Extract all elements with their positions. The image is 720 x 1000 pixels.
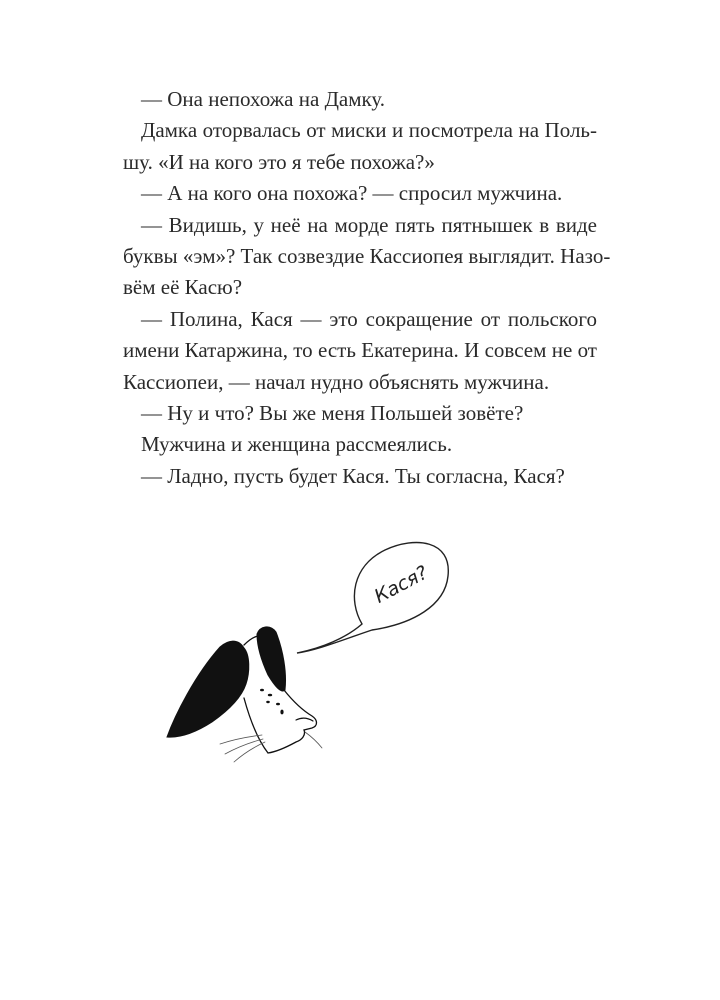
text-line: — Она непохожа на Дамку. — [141, 87, 386, 111]
speech-bubble — [297, 543, 448, 653]
text-line: Кассиопеи, — начал нудно объяснять мужчина. — [123, 369, 550, 394]
head-top — [244, 636, 258, 645]
text-line: вём её Касю? — [123, 275, 243, 300]
speech-bubble-text: Кася? — [370, 561, 432, 608]
text-line: Мужчина и женщина рассмеялись. — [141, 432, 453, 457]
text-line: — Ладно, пусть будет Кася. Ты согласна, Кася? — [141, 463, 565, 488]
text-line: — А на кого она похожа? — спросил мужчина. — [141, 181, 563, 206]
text-line: имени Катаржина, то есть Екатерина. И совсем не от — [123, 338, 597, 363]
text-line: буквы «эм»? Так созвездие Кассиопея выглядит. Назо- — [123, 243, 611, 268]
text-line: Дамка оторвалась от миски и посмотрела на Поль- — [141, 118, 597, 143]
right-ear — [257, 627, 286, 691]
dog-head — [167, 627, 322, 762]
text-line: — Полина, Кася — это сокращение от польского — [141, 306, 597, 331]
text-line: — Видишь, у неё на морде пять пятнышек в виде — [141, 212, 597, 237]
mouth — [296, 718, 313, 721]
face-outline — [244, 690, 317, 753]
text-line: шу. «И на кого это я тебе похожа?» — [123, 149, 435, 174]
left-ear — [167, 641, 249, 737]
text-line: — Ну и что? Вы же меня Польшей зовёте? — [141, 400, 524, 425]
spots — [260, 689, 284, 715]
whiskers — [220, 732, 322, 762]
